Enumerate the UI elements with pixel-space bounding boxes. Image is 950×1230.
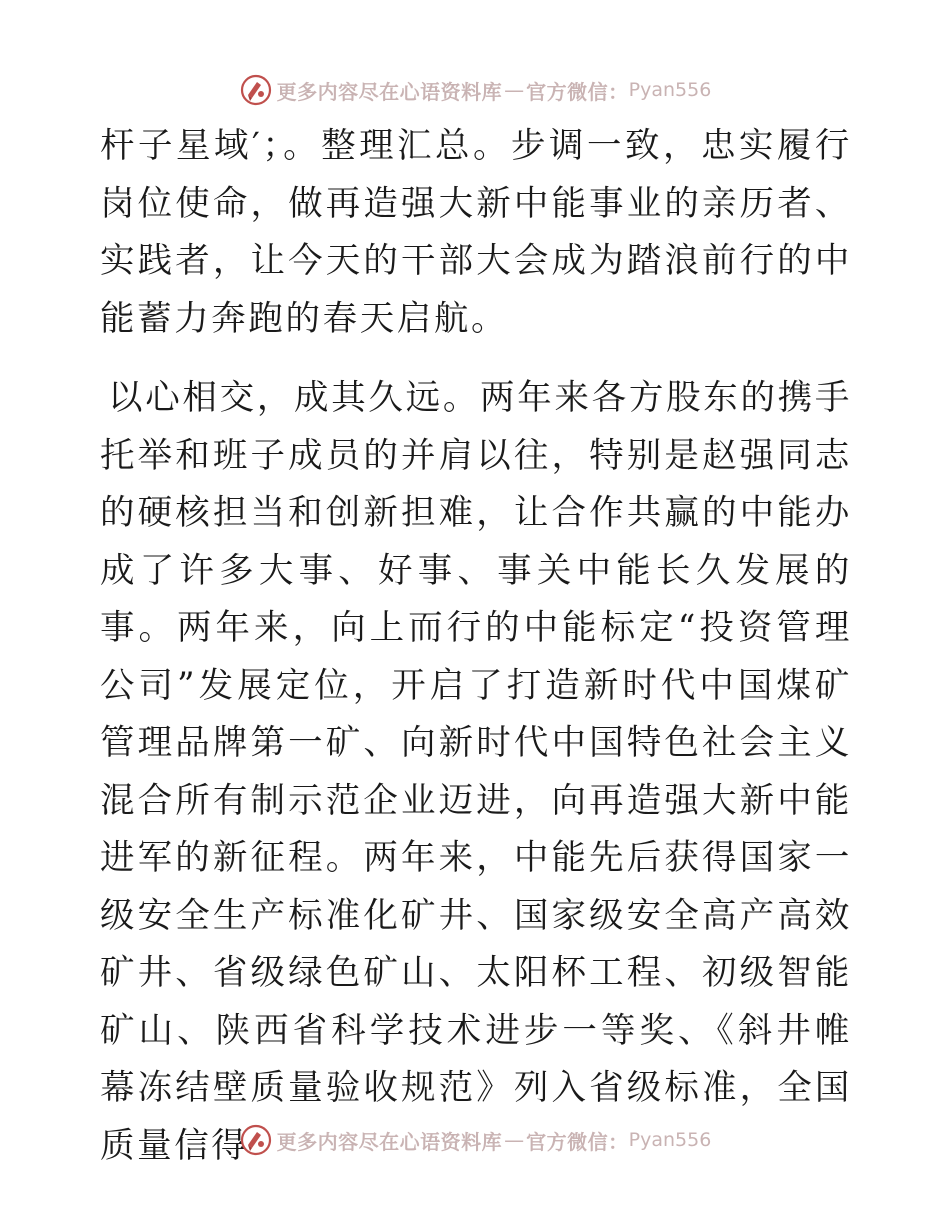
banner-wechat-label: 官方微信： [526,1129,629,1154]
banner-separator: — [504,78,525,102]
paragraph-2: 以心相交，成其久远。两年来各方股东的携手托举和班子成员的并肩以往，特别是赵强同志的硬核担当和创新担难，让合作共赢的中能办成了许多大事、好事、事关中能长久发展的事。两年来，向上而行的中能标定“投资管理公司”发展定位，开启了打造新时代中国煤矿管理品牌第一矿、向新时代中国特色社会主义混合所有制示范企业迈进，向再造强大新中能进军的新征程。两年来，中能先后获得国家一级安全生产标准化矿井、国家级安全高产高效矿井、省级绿色矿山、太阳杯工程、初级智能矿山、陕西省科学技术进步一等奖、《斜井帷幕冻结壁质量验收规范》列入省级标准，全国质量信得 [100,378,852,1166]
banner-text: 更多内容尽在心语资料库 [276,1129,503,1154]
header-watermark [0,70,950,110]
brand-logo-icon [239,1123,273,1157]
document-body [100,118,852,1175]
banner-separator: — [504,1128,525,1152]
footer-watermark [0,1120,950,1160]
banner-wechat-label: 官方微信： [526,79,629,104]
paragraph-1: 杆子星域′；。整理汇总。步调一致，忠实履行岗位使命，做再造强大新中能事业的亲历者、实践者，让今天的干部大会成为踏浪前行的中能蓄力奔跑的春天启航。 [100,126,852,339]
brand-logo-icon [239,73,273,107]
banner-wechat-id: Pyan556 [628,1129,712,1151]
banner-wechat-id: Pyan556 [628,79,712,101]
banner-text: 更多内容尽在心语资料库 [276,79,503,104]
